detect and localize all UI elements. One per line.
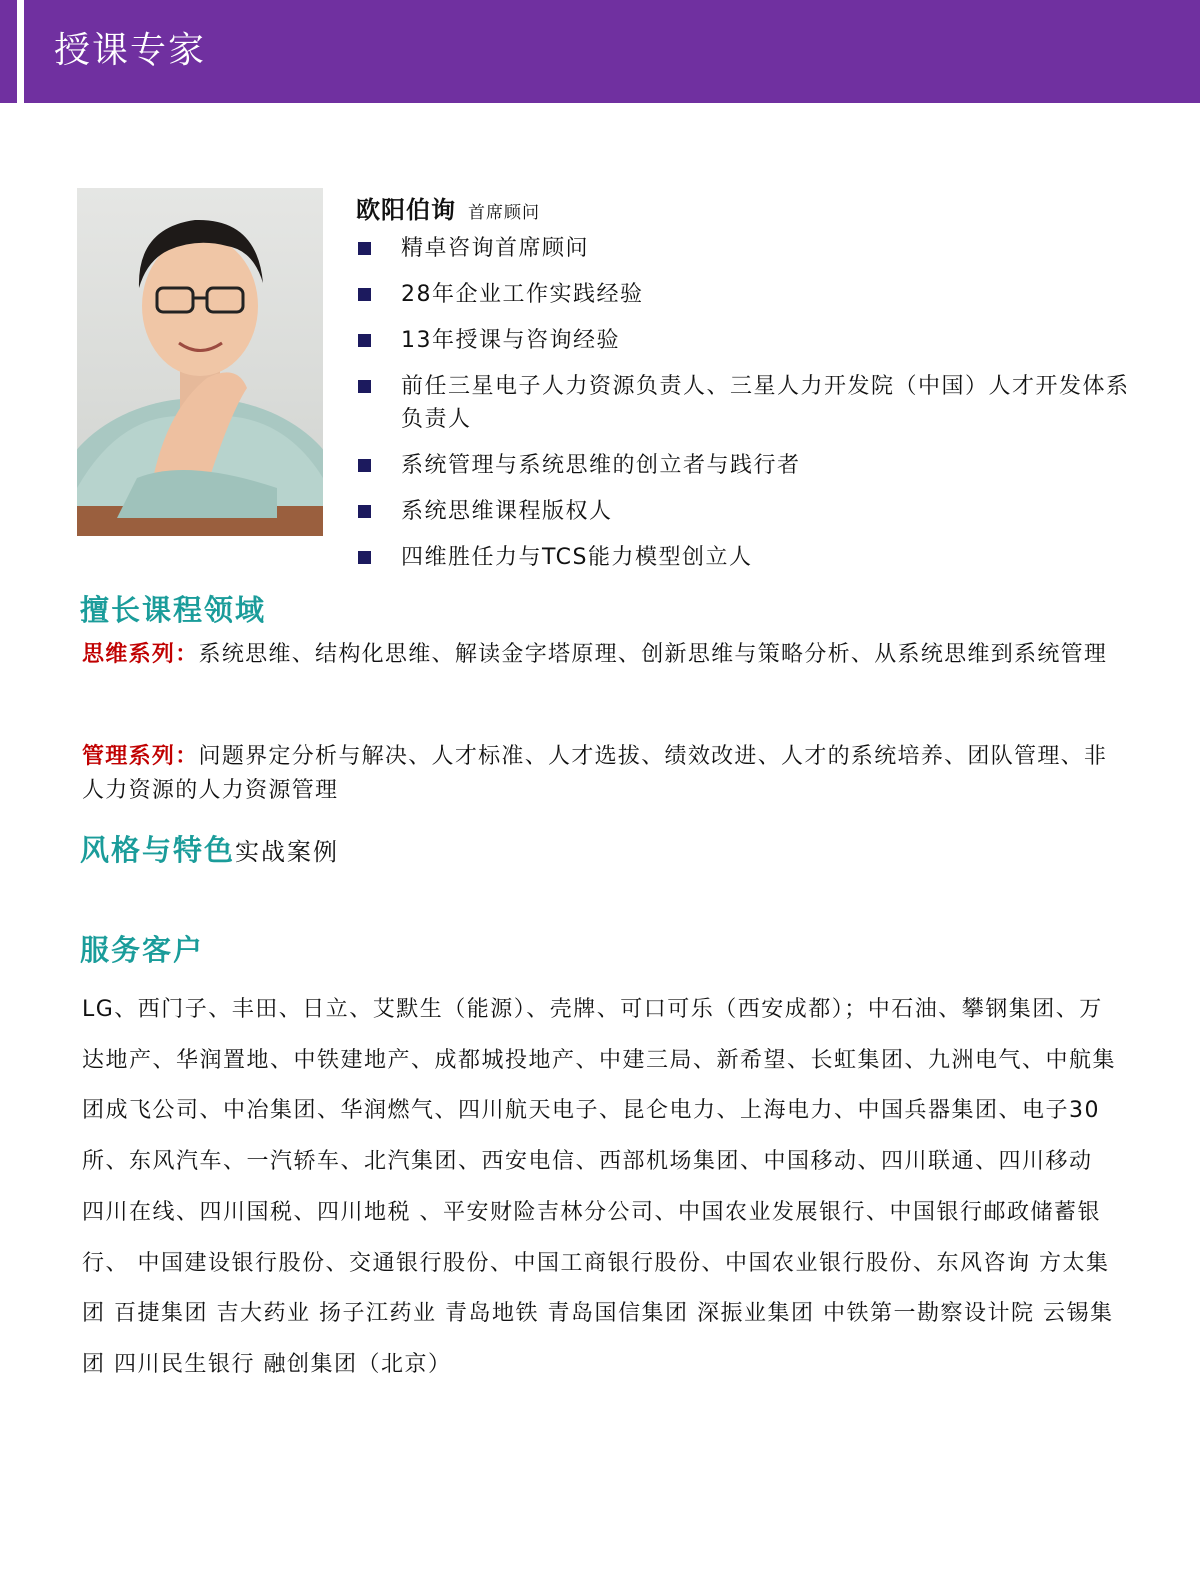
list-item: 系统管理与系统思维的创立者与践行者 — [356, 449, 1146, 482]
thinking-series — [82, 638, 1112, 672]
square-bullet-icon — [358, 288, 371, 301]
management-label: 管理系列： — [82, 744, 199, 769]
page-title: 授课专家 — [54, 30, 207, 71]
square-bullet-icon — [358, 459, 371, 472]
style-heading-line — [80, 828, 339, 869]
portrait-illustration — [77, 188, 323, 536]
header-left-stripe — [0, 0, 17, 103]
expert-title: 首席顾问 — [468, 203, 540, 223]
square-bullet-icon — [358, 334, 371, 347]
thinking-label: 思维系列： — [82, 642, 199, 667]
header-band — [24, 0, 1200, 103]
courses-heading: 擅长课程领域 — [80, 593, 267, 627]
credentials-list — [356, 232, 1146, 587]
list-item: 精卓咨询首席顾问 — [356, 232, 1146, 265]
square-bullet-icon — [358, 551, 371, 564]
style-heading: 风格与特色 — [80, 833, 236, 867]
list-item: 28年企业工作实践经验 — [356, 278, 1146, 311]
clients-text: LG、西门子、丰田、日立、艾默生（能源）、壳牌、可口可乐（西安成都）；中石油、攀钢集团、万达地产、华润置地、中铁建地产、成都城投地产、中建三局、新希望、长虹集团、九洲电气、中航集团成飞公司、中冶集团、华润燃气、四川航天电子、昆仑电力、上海电力、中国兵器集团、电子30所、东风汽车、一汽轿车、北汽集团、西安电信、西部机场集团、中国移动、四川联通、四川移动 四川在线、四川国税、四川地税 、平安财险吉林分公司、中国农业发展银行、中国银行邮政储蓄银行、 中国建设银行股份、交通银行股份、中国工商银行股份、中国农业银行股份、东风咨询 方太集团 百捷集团 吉大药业 扬子江药业 青岛地铁 青岛国信集团 深振业集团 中铁第一勘察设计院 云锡集团 四川民生银行 融创集团（北京） — [82, 997, 1117, 1377]
square-bullet-icon — [358, 505, 371, 518]
header-bar — [0, 0, 1200, 103]
expert-name: 欧阳伯询 — [356, 195, 456, 224]
list-item: 四维胜任力与TCS能力模型创立人 — [356, 541, 1146, 574]
expert-name-line — [356, 190, 540, 225]
portrait-photo — [77, 188, 323, 536]
list-item: 系统思维课程版权人 — [356, 495, 1146, 528]
management-series — [82, 740, 1112, 808]
list-item: 前任三星电子人力资源负责人、三星人力开发院（中国）人才开发体系负责人 — [356, 370, 1131, 436]
square-bullet-icon — [358, 380, 371, 393]
list-item: 13年授课与咨询经验 — [356, 324, 1146, 357]
style-text: 实战案例 — [235, 838, 340, 866]
clients-heading: 服务客户 — [80, 933, 205, 967]
thinking-text: 系统思维、结构化思维、解读金字塔原理、创新思维与策略分析、从系统思维到系统管理 — [198, 642, 1108, 667]
management-text: 问题界定分析与解决、人才标准、人才选拔、绩效改进、人才的系统培养、团队管理、非人力资源的人力资源管理 — [82, 744, 1108, 803]
square-bullet-icon — [358, 242, 371, 255]
